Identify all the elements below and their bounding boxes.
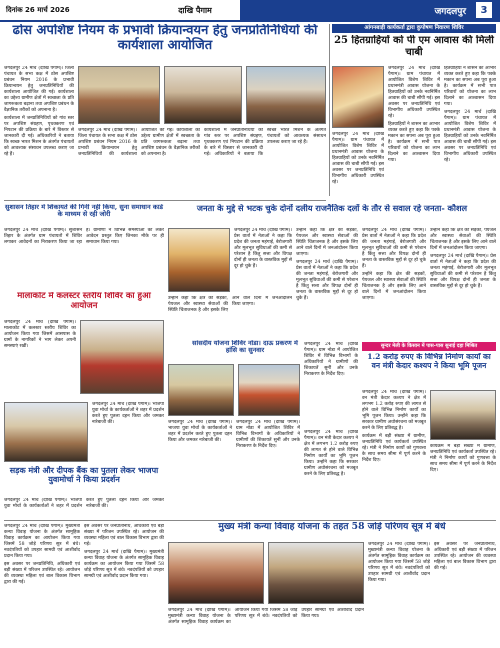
story1-headline: ढोस अपशिष्ट नियम के प्रभावी क्रियान्वयन हेतु जनप्रतिनिधियों की कार्यशाला आयोजित: [12, 24, 318, 53]
story6-column-1: [92, 402, 164, 462]
story7-para-1d: जगदलपुर 24 मार्च (दाखि पैगाम)। मुख्यमंत्री कन्या विवाह योजना के अंतर्गत सामूहिक विवाह कार्यक्रम का आयोजन किया गया जिसमें 58 जोड़े परिणय सूत्र में बंधे। नवदंपतियों को उपहार सामग्री एवं आशीर्वाद प्रदान किया गया।: [168, 608, 364, 625]
story4-para-2b: उन्होंने कहा कि क्षेत्र की सड़कों, पेयजल और स्वास्थ्य सेवाओं की स्थिति चिंताजनक है और इसके लिए आने वाले दिनों में जनआंदोलन किया जाएगा।: [362, 272, 426, 301]
masthead: [0, 0, 500, 20]
story5-photo: [430, 390, 496, 440]
story6-column-2: [168, 420, 300, 512]
story4-column-5: [168, 296, 292, 336]
story7-para-2: इस अवसर पर जनप्रतिनिधि, अधिकारी एवं बड़ी संख्या में परिजन उपस्थित रहे। आयोजन की व्यवस्था महिला एवं बाल विकास विभाग द्वारा की गई।: [4, 562, 80, 585]
story3-para-1: जगदलपुर 24 मार्च (दाखि पैगाम)। मालाकोट में कलस्टर स्तरीय शिविर का आयोजन किया गया जिसमें आसपास के ग्रामों के नागरिकों ने भाग लेकर अपनी समस्याएं रखीं।: [4, 320, 76, 349]
story6-para-1b: जगदलपुर 24 मार्च (दाखि पैगाम)। भाजपा युवा मोर्चा के कार्यकर्ताओं ने शहर में प्रदर्शन करते हुए पुतला दहन किया और जमकर नारेबाजी की।: [168, 420, 232, 443]
story1-photo-2: [164, 66, 242, 124]
right-top-column-2: [444, 66, 496, 192]
story5-para-1: जगदलपुर 24 मार्च (दाखि पैगाम)। वन मंत्री केदार कश्यप ने क्षेत्र में लगभग 1.2 करोड़ रुपए की लागत से होने वाले विभिन्न निर्माण कार्यों का भूमि पूजन किया। उन्होंने कहा कि सरकार ग्रामीण अधोसंरचना को मजबूत करने के लिए प्रतिबद्ध है।: [362, 390, 426, 431]
right-top-para-1c: जगदलपुर 24 मार्च (दाखि पैगाम)। ग्राम पंचायत में आयोजित विशेष शिविर में प्रधानमंत्री आवास योजना के हितग्राहियों को उनके नवनिर्मित आवास की चाबी सौंपी गई। इस अवसर पर जनप्रतिनिधि एवं विभागीय अधिकारी उपस्थित रहे।: [332, 132, 384, 185]
masthead-rule: [0, 20, 500, 22]
right-top-column-3: [332, 132, 384, 192]
story4-para-1b: जगदलपुर 24 मार्च (दाखि पैगाम)। प्रेस वार्ता में नेताओं ने कहा कि प्रदेश की जनता महंगाई, बेरोजगारी और मूलभूत सुविधाओं की कमी से परेशान है किंतु सत्ता और विपक्ष दोनों ही जनता के वास्तविक मुद्दों से दूर हो चुके हैं।: [296, 260, 358, 301]
page-number: 3: [476, 2, 492, 18]
story4-para-2: उन्होंने कहा कि क्षेत्र की सड़कों, पेयजल और स्वास्थ्य सेवाओं की स्थिति चिंताजनक है और इसके लिए आने वाले दिनों में जनआंदोलन किया जाएगा।: [296, 228, 358, 257]
story5-column-1: [362, 390, 426, 486]
story4-para-2d: उन्होंने कहा कि क्षेत्र की सड़कों, पेयजल और स्वास्थ्य सेवाओं की स्थिति चिंताजनक है और इसके लिए आने वाले दिनों में जनआंदोलन किया जाएगा।: [168, 296, 292, 313]
story2-headline: सुशासन तिहार में शिकायतें की गिनी नहीं किया, सुना समाधान कार्ड के माध्यम से रही जोरी: [5, 204, 163, 219]
story7-column-4: [434, 542, 496, 644]
divider: [4, 520, 496, 521]
right-top-headline: 25 हितग्राहियों को पी एम आवास की मिली चाबी: [334, 35, 494, 58]
story1-photo-1: [78, 66, 160, 124]
story5-para-2b: कार्यक्रम में बड़ी संख्या में ग्रामीण, जनप्रतिनिधि एवं कार्यकर्ता उपस्थित रहे। मंत्री ने निर्माण कार्यों को गुणवत्ता के साथ समय सीमा में पूर्ण करने के निर्देश दिए।: [430, 444, 496, 473]
story7-photo-1: [168, 542, 264, 604]
story7-para-2b: इस अवसर पर जनप्रतिनिधि, अधिकारी एवं बड़ी संख्या में परिजन उपस्थित रहे। आयोजन की व्यवस्था महिला एवं बाल विकास विभाग द्वारा की गई।: [84, 524, 164, 547]
story7-headline: मुख्य मंत्री कन्या विवाह योजना के तहत 58 जोड़े परिणय सूत्र में बंधे: [218, 522, 446, 532]
story4-para-1: जगदलपुर 24 मार्च (दाखि पैगाम)। प्रेस वार्ता में नेताओं ने कहा कि प्रदेश की जनता महंगाई, बेरोजगारी और मूलभूत सुविधाओं की कमी से परेशान है किंतु सत्ता और विपक्ष दोनों ही जनता के वास्तविक मुद्दों से दूर हो चुके हैं।: [234, 228, 292, 269]
story4b-photo-1: [168, 364, 234, 416]
story7-photo-2: [268, 542, 364, 604]
story6-headline: सड़क मंत्री और दीपक बैंक का पुतला लेकर भाजपा युवामोर्चा ने किया प्रदर्शन: [9, 466, 159, 485]
story5-band: सुन्दर मेली के किसान में पास-पास सुनाई दहा मिश्रित: [362, 342, 496, 351]
story1-column-1: [4, 66, 74, 198]
story6-column-3: [4, 498, 164, 520]
story4b-para-1b: जगदलपुर 24 मार्च (दाखि पैगाम)। ग्राम नोडा में आयोजित शिविर में विभिन्न विभागों के अधिकारियों ने ग्रामीणों की शिकायतें सुनीं और उनके निराकरण के निर्देश दिए।: [236, 420, 300, 449]
story7-para-2c: इस अवसर पर जनप्रतिनिधि, अधिकारी एवं बड़ी संख्या में परिजन उपस्थित रहे। आयोजन की व्यवस्था महिला एवं बाल विकास विभाग द्वारा की गई।: [434, 542, 496, 571]
story4b-column-1: [304, 342, 358, 426]
story4-para-1d: जगदलपुर 24 मार्च (दाखि पैगाम)। प्रेस वार्ता में नेताओं ने कहा कि प्रदेश की जनता महंगाई, बेरोजगारी और मूलभूत सुविधाओं की कमी से परेशान है किंतु सत्ता और विपक्ष दोनों ही जनता के वास्तविक मुद्दों से दूर हो चुके हैं।: [430, 254, 496, 289]
story5-headline: 1.2 करोड़ रुपए के विभिन्न निर्माण कार्यों का वन मंत्री केदार कश्यप ने किया भूमि पूजन: [367, 353, 491, 370]
story7-column-5: [168, 608, 364, 644]
story5-para-2: कार्यक्रम में बड़ी संख्या में ग्रामीण, जनप्रतिनिधि एवं कार्यकर्ता उपस्थित रहे। मंत्री ने निर्माण कार्यों को गुणवत्ता के साथ समय सीमा में पूर्ण करने के निर्देश दिए।: [362, 434, 426, 463]
story7-column-2: [84, 524, 164, 644]
story1-column-2: [78, 128, 326, 190]
right-top-para-2: हितग्राहियों ने शासन का आभार व्यक्त करते हुए कहा कि पक्के मकान का सपना अब पूरा हुआ है। कार्यक्रम में सभी पात्र परिवारों को योजना का लाभ दिलाने का आश्वासन दिया गया।: [388, 122, 440, 163]
story5-column-2: [430, 444, 496, 508]
divider: [4, 200, 326, 201]
story4-photo-1: [168, 228, 230, 292]
story3-column: [4, 320, 76, 398]
story4-column-3: [362, 228, 426, 338]
story1-para-1b: जगदलपुर 24 मार्च (दाखि पैगाम)। जिला पंचायत के सभा कक्ष में ठोस अपशिष्ट प्रबंधन नियम 2016 के प्रभावी क्रियान्वयन हेतु जनप्रतिनिधियों की कार्यशाला आयोजित की गई। कार्यशाला का उद्देश्य ग्रामीण क्षेत्रों में स्वच्छता के प्रति जागरूकता बढ़ाना तथा अपशिष्ट प्रबंधन के वैज्ञानिक तरीकों को अपनाना है।: [78, 128, 200, 157]
story4-para-2c: उन्होंने कहा कि क्षेत्र की सड़कों, पेयजल और स्वास्थ्य सेवाओं की स्थिति चिंताजनक है और इसके लिए आने वाले दिनों में जनआंदोलन किया जाएगा।: [430, 228, 496, 251]
story4-column-4: [430, 228, 496, 338]
story7-para-1: जगदलपुर 24 मार्च (दाखि पैगाम)। मुख्यमंत्री कन्या विवाह योजना के अंतर्गत सामूहिक विवाह कार्यक्रम का आयोजन किया गया जिसमें 58 जोड़े परिणय सूत्र में बंधे। नवदंपतियों को उपहार सामग्री एवं आशीर्वाद प्रदान किया गया।: [4, 524, 80, 559]
story1-photo-3: [246, 66, 326, 124]
divider: [329, 24, 330, 196]
section-name: जगदलपुर: [434, 6, 466, 17]
story4-column-2: [296, 228, 358, 334]
story7-column-1: [4, 524, 80, 644]
story5-column-3: [304, 430, 358, 512]
story6-para-1: जगदलपुर 24 मार्च (दाखि पैगाम)। भाजपा युवा मोर्चा के कार्यकर्ताओं ने शहर में प्रदर्शन करते हुए पुतला दहन किया और जमकर नारेबाजी की।: [92, 402, 164, 425]
issue-date: दिनांक 26 मार्च 2026: [0, 0, 150, 20]
story4b-para-1: जगदलपुर 24 मार्च (दाखि पैगाम)। ग्राम नोडा में आयोजित शिविर में विभिन्न विभागों के अधिकारियों ने ग्रामीणों की शिकायतें सुनीं और उनके निराकरण के निर्देश दिए।: [304, 342, 358, 377]
story7-para-1c: जगदलपुर 24 मार्च (दाखि पैगाम)। मुख्यमंत्री कन्या विवाह योजना के अंतर्गत सामूहिक विवाह कार्यक्रम का आयोजन किया गया जिसमें 58 जोड़े परिणय सूत्र में बंधे। नवदंपतियों को उपहार सामग्री एवं आशीर्वाद प्रदान किया गया।: [368, 542, 430, 583]
right-top-photo: [332, 66, 384, 128]
story5-para-1b: जगदलपुर 24 मार्च (दाखि पैगाम)। वन मंत्री केदार कश्यप ने क्षेत्र में लगभग 1.2 करोड़ रुपए की लागत से होने वाले विभिन्न निर्माण कार्यों का भूमि पूजन किया। उन्होंने कहा कि सरकार ग्रामीण अधोसंरचना को मजबूत करने के लिए प्रतिबद्ध है।: [304, 430, 358, 477]
story7-para-1b: जगदलपुर 24 मार्च (दाखि पैगाम)। मुख्यमंत्री कन्या विवाह योजना के अंतर्गत सामूहिक विवाह कार्यक्रम का आयोजन किया गया जिसमें 58 जोड़े परिणय सूत्र में बंधे। नवदंपतियों को उपहार सामग्री एवं आशीर्वाद प्रदान किया गया।: [84, 550, 164, 579]
story4-para-1c: जगदलपुर 24 मार्च (दाखि पैगाम)। प्रेस वार्ता में नेताओं ने कहा कि प्रदेश की जनता महंगाई, बेरोजगारी और मूलभूत सुविधाओं की कमी से परेशान है किंतु सत्ता और विपक्ष दोनों ही जनता के वास्तविक मुद्दों से दूर हो चुके हैं।: [362, 228, 426, 269]
story1-para-2: कार्यशाला में जनप्रतिनिधियों को गांव स्तर पर अपशिष्ट संग्रहण, पृथक्करण एवं निपटान की प्रक्रिया के बारे में विस्तार से जानकारी दी गई। अधिकारियों ने बताया कि स्वच्छ भारत मिशन के अंतर्गत पंचायतों को आवश्यक संसाधन उपलब्ध कराए जा रहे हैं।: [4, 116, 74, 157]
story3-photo: [80, 320, 164, 394]
story6-para-1c: जगदलपुर 24 मार्च (दाखि पैगाम)। भाजपा युवा मोर्चा के कार्यकर्ताओं ने शहर में प्रदर्शन करते हुए पुतला दहन किया और जमकर नारेबाजी की।: [4, 498, 164, 509]
story2-para-1: जगदलपुर 24 मार्च (दाखि पैगाम)। सुशासन तिहार के अंतर्गत ग्राम पंचायतों में शिविर लगाकर आवेदनों का निराकरण किया जा रहा है। ग्रामीणों ने विभिन्न समस्याओं को लेकर आवेदन प्रस्तुत किए जिनका मौके पर ही समाधान किया गया।: [4, 228, 164, 245]
story7-column-3: [368, 542, 430, 644]
right-top-para-1b: जगदलपुर 24 मार्च (दाखि पैगाम)। ग्राम पंचायत में आयोजित विशेष शिविर में प्रधानमंत्री आवास योजना के हितग्राहियों को उनके नवनिर्मित आवास की चाबी सौंपी गई। इस अवसर पर जनप्रतिनिधि एवं विभागीय अधिकारी उपस्थित रहे।: [444, 110, 496, 163]
story4b-photo-2: [238, 364, 300, 416]
right-top-band: आंगनबाड़ी कार्यकर्ता द्वारा कुपोषण निवारण शिविर: [332, 24, 496, 33]
right-top-para-2b: हितग्राहियों ने शासन का आभार व्यक्त करते हुए कहा कि पक्के मकान का सपना अब पूरा हुआ है। कार्यक्रम में सभी पात्र परिवारों को योजना का लाभ दिलाने का आश्वासन दिया गया।: [444, 66, 496, 107]
story4-headline: जनता के मुद्दे से भटक चुके दोनों दलीय राजनैतिक दलों के तौर से सवाल रहे जनता- कौशल: [196, 204, 468, 213]
story4-column-1: [234, 228, 292, 292]
paper-name: दाखि पैगाम: [150, 0, 240, 20]
story4b-caption: सांसदीय योजना शिविर नोडा। दाऊ प्रकरण में हांसि का सुनवार: [192, 340, 298, 355]
story3-headline: मालाकोट में कलस्टर स्तरीय शिविर का हुआ आयोजन: [17, 292, 151, 311]
story1-para-2b: कार्यशाला में जनप्रतिनिधियों को गांव स्तर पर अपशिष्ट संग्रहण, पृथक्करण एवं निपटान की प्रक्रिया के बारे में विस्तार से जानकारी दी गई। अधिकारियों ने बताया कि स्वच्छ भारत मिशन के अंतर्गत पंचायतों को आवश्यक संसाधन उपलब्ध कराए जा रहे हैं।: [204, 128, 326, 157]
section-header: [240, 0, 500, 20]
story2-column: [4, 228, 164, 288]
right-top-column-1: [388, 66, 440, 192]
story6-photo: [4, 402, 88, 462]
right-top-para-1: जगदलपुर 24 मार्च (दाखि पैगाम)। ग्राम पंचायत में आयोजित विशेष शिविर में प्रधानमंत्री आवास योजना के हितग्राहियों को उनके नवनिर्मित आवास की चाबी सौंपी गई। इस अवसर पर जनप्रतिनिधि एवं विभागीय अधिकारी उपस्थित रहे।: [388, 66, 440, 119]
story1-para-1: जगदलपुर 24 मार्च (दाखि पैगाम)। जिला पंचायत के सभा कक्ष में ठोस अपशिष्ट प्रबंधन नियम 2016 के प्रभावी क्रियान्वयन हेतु जनप्रतिनिधियों की कार्यशाला आयोजित की गई। कार्यशाला का उद्देश्य ग्रामीण क्षेत्रों में स्वच्छता के प्रति जागरूकता बढ़ाना तथा अपशिष्ट प्रबंधन के वैज्ञानिक तरीकों को अपनाना है।: [4, 66, 74, 113]
